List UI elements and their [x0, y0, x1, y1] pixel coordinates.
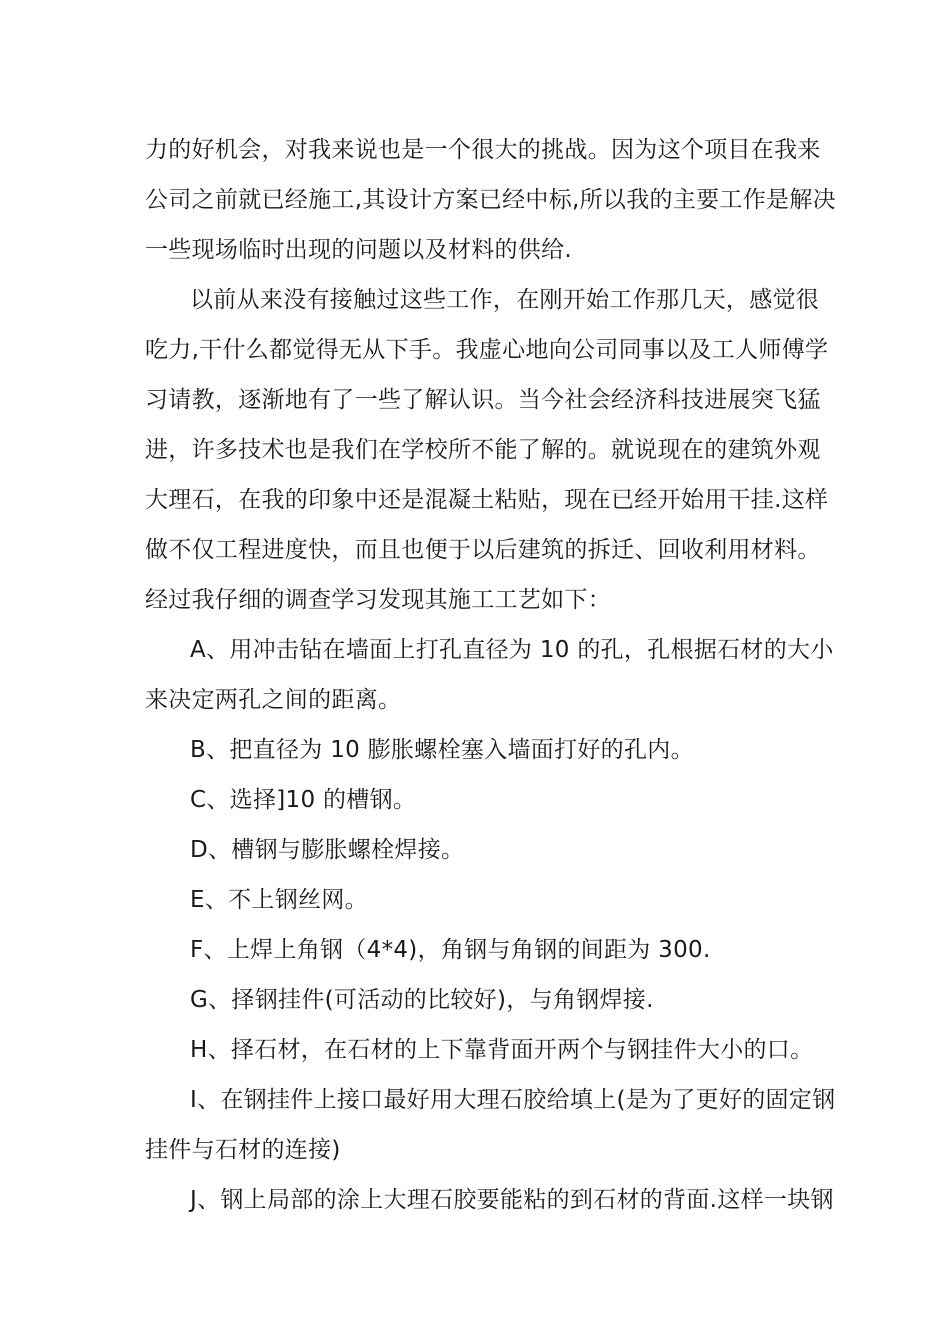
text-line: 挂件与石材的连接) — [145, 1137, 341, 1163]
list-item-j: J、钢上局部的涂上大理石胶要能粘的到石材的背面.这样一块钢 — [190, 1187, 834, 1213]
text-line: 来决定两孔之间的距离。 — [145, 687, 402, 713]
text-line: 经过我仔细的调查学习发现其施工工艺如下： — [145, 587, 611, 613]
text-line: 大理石，在我的印象中还是混凝土粘贴，现在已经开始用干挂.这样 — [145, 487, 829, 513]
text-line: 习请教，逐渐地有了一些了解认识。当今社会经济科技进展突飞猛 — [145, 387, 821, 413]
text-line: 吃力,干什么都觉得无从下手。我虚心地向公司同事以及工人师傅学 — [145, 337, 829, 363]
list-item-h: H、择石材，在石材的上下靠背面开两个与钢挂件大小的口。 — [190, 1037, 814, 1063]
text-line: 进，许多技术也是我们在学校所不能了解的。就说现在的建筑外观 — [145, 437, 821, 463]
list-item-i: I、在钢挂件上接口最好用大理石胶给填上(是为了更好的固定钢 — [190, 1087, 836, 1113]
text-line: 做不仅工程进度快，而且也便于以后建筑的拆迁、回收利用材料。 — [145, 537, 821, 563]
text-line: 公司之前就已经施工,其设计方案已经中标,所以我的主要工作是解决 — [145, 187, 836, 213]
text-line: 力的好机会，对我来说也是一个很大的挑战。因为这个项目在我来 — [145, 137, 821, 163]
paragraph-start-line: 以前从来没有接触过这些工作，在刚开始工作那几天，感觉很 — [190, 287, 820, 313]
list-item-c: C、选择]10 的槽钢。 — [190, 787, 417, 813]
list-item-g: G、择钢挂件(可活动的比较好)，与角钢焊接. — [190, 987, 654, 1013]
list-item-d: D、槽钢与膨胀螺栓焊接。 — [190, 837, 465, 863]
list-item-e: E、不上钢丝网。 — [190, 887, 368, 913]
text-line: 一些现场临时出现的问题以及材料的供给. — [145, 237, 573, 263]
list-item-a: A、用冲击钻在墙面上打孔直径为 10 的孔，孔根据石材的大小 — [190, 637, 834, 663]
list-item-f: F、上焊上角钢（4*4)，角钢与角钢的间距为 300. — [190, 937, 711, 963]
list-item-b: B、把直径为 10 膨胀螺栓塞入墙面打好的孔内。 — [190, 737, 694, 763]
